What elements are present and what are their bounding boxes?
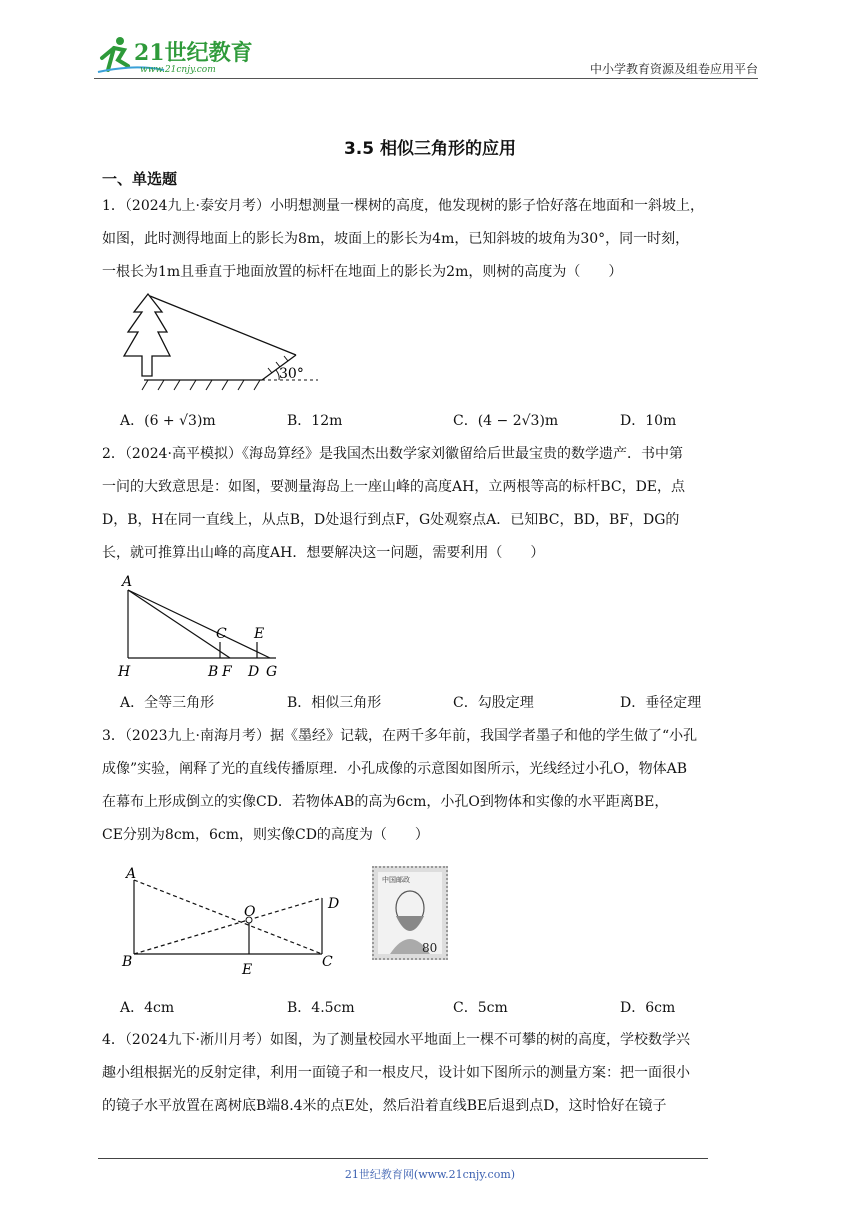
- q1-line1: 1．（2024九上·泰安月考）小明想测量一棵树的高度，他发现树的影子恰好落在地面和一斜坡上，: [102, 198, 704, 214]
- svg-text:H: H: [118, 664, 131, 680]
- q3-line1: 3．（2023九上·南海月考）据《墨经》记载，在两千多年前，我国学者墨子和他的学生做了“小孔: [102, 728, 698, 744]
- q1-option-c[interactable]: C．(4 − 2√3)m: [453, 413, 559, 429]
- stamp-image: [372, 866, 448, 960]
- q2-option-a[interactable]: A．全等三角形: [120, 695, 215, 711]
- q3-line2: 成像”实验，阐释了光的直线传播原理．小孔成像的示意图如图所示，光线经过小孔O，物体AB: [102, 761, 688, 777]
- header-divider: [94, 78, 758, 79]
- q4-line2: 趣小组根据光的反射定律，利用一面镜子和一根皮尺，设计如下图所示的测量方案：把一面很小: [102, 1065, 690, 1081]
- page-title: 3.5 相似三角形的应用: [343, 139, 517, 159]
- footer-divider: [98, 1158, 708, 1159]
- site-logo: [94, 34, 264, 78]
- q3-line4: CE分别为8cm，6cm，则实像CD的高度为（ ）: [102, 827, 429, 843]
- q2-option-b[interactable]: B．相似三角形: [287, 695, 382, 711]
- svg-text:E: E: [254, 626, 265, 642]
- q4-line1: 4．（2024九下·淅川月考）如图，为了测量校园水平地面上一棵不可攀的树的高度，学校数学兴: [102, 1032, 690, 1048]
- svg-text:D: D: [248, 664, 260, 680]
- q1-line3: 一根长为1m且垂直于地面放置的标杆在地面上的影长为2m，则树的高度为（ ）: [102, 264, 623, 280]
- q2-option-c[interactable]: C．勾股定理: [453, 695, 534, 711]
- q3-option-d[interactable]: D．6cm: [620, 1000, 676, 1016]
- q3-line3: 在幕布上形成倒立的实像CD．若物体AB的高为6cm，小孔O到物体和实像的水平距离BE，: [102, 794, 669, 810]
- svg-text:D: D: [328, 896, 340, 912]
- logo-main-text: 21世纪教育: [134, 40, 253, 66]
- q3-option-b[interactable]: B．4.5cm: [287, 1000, 355, 1016]
- angle-label: 30°: [279, 366, 304, 382]
- svg-text:A: A: [126, 866, 137, 882]
- svg-text:80: 80: [422, 941, 438, 955]
- svg-text:B: B: [208, 664, 219, 680]
- q4-line3: 的镜子水平放置在离树底B端8.4米的点E处，然后沿着直线BE后退到点D，这时恰好在镜子: [102, 1098, 667, 1114]
- q2-line1: 2．（2024·高平模拟）《海岛算经》是我国杰出数学家刘徽留给后世最宝贵的数学遗产．书中第: [102, 446, 683, 462]
- svg-text:F: F: [222, 664, 232, 680]
- svg-text:中国邮政: 中国邮政: [382, 876, 410, 884]
- q2-line4: 长，就可推算出山峰的高度AH．想要解决这一问题，需要利用（ ）: [102, 545, 545, 561]
- svg-text:A: A: [122, 574, 133, 590]
- q1-option-d[interactable]: D．10m: [620, 413, 677, 429]
- q3-option-c[interactable]: C．5cm: [453, 1000, 508, 1016]
- q3-option-a[interactable]: A．4cm: [120, 1000, 175, 1016]
- svg-text:E: E: [242, 962, 253, 978]
- svg-text:G: G: [266, 664, 278, 680]
- q1-option-b[interactable]: B．12m: [287, 413, 343, 429]
- header-platform-text: 中小学教育资源及组卷应用平台: [589, 62, 758, 76]
- svg-text:B: B: [122, 954, 133, 970]
- section-heading: 一、单选题: [102, 170, 178, 188]
- q2-line3: D，B，H在同一直线上，从点B，D处退行到点F，G处观察点A．已知BC，BD，BF，DG的: [102, 512, 680, 528]
- q3-figure: [114, 862, 354, 982]
- q1-option-a[interactable]: A．(6 + √3)m: [120, 413, 216, 429]
- footer-link[interactable]: 21世纪教育网(www.21cnjy.com): [344, 1168, 516, 1181]
- q2-line2: 一问的大致意思是：如图，要测量海岛上一座山峰的高度AH，立两根等高的标杆BC，DE，点: [102, 479, 686, 495]
- svg-text:C: C: [216, 626, 227, 642]
- logo-sub-text: www.21cnjy.com: [140, 65, 216, 75]
- tree-shape: [124, 294, 170, 376]
- q2-figure: [112, 572, 292, 688]
- q1-figure: [112, 292, 327, 398]
- svg-text:C: C: [322, 954, 333, 970]
- svg-text:O: O: [244, 904, 256, 920]
- q2-option-d[interactable]: D．垂径定理: [620, 695, 702, 711]
- q1-line2: 如图，此时测得地面上的影长为8m，坡面上的影长为4m，已知斜坡的坡角为30°，同一时刻，: [102, 231, 690, 247]
